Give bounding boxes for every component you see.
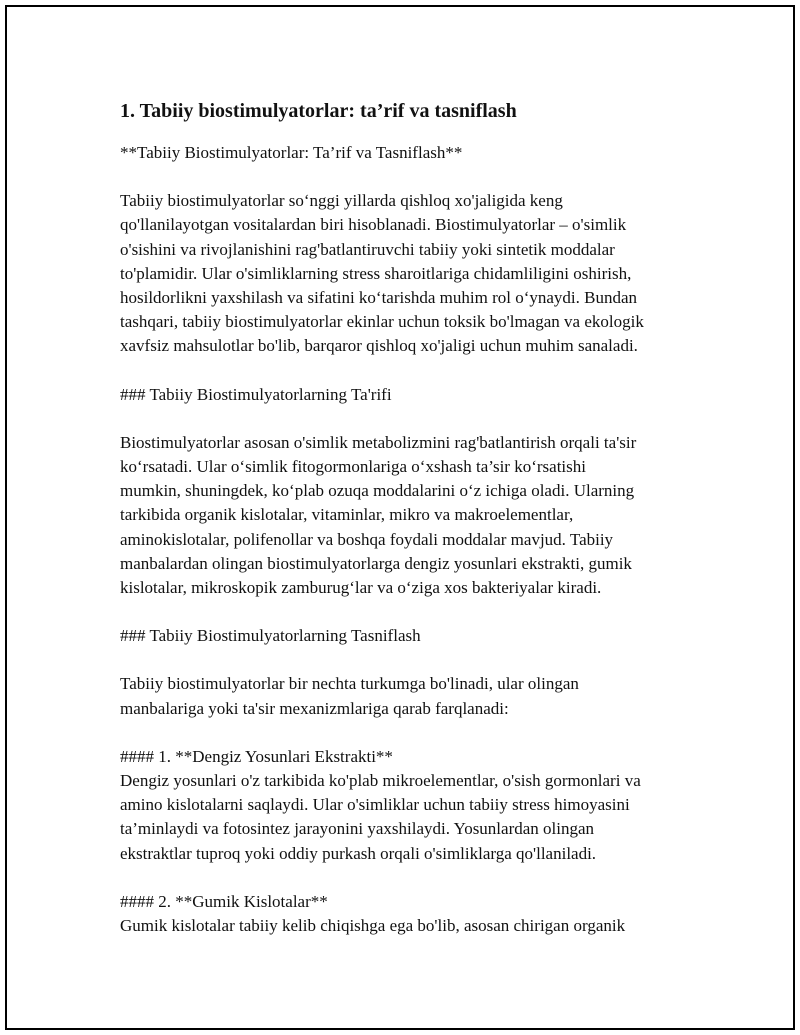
section-heading-classification: ### Tabiiy Biostimulyatorlarning Tasniflash [120, 626, 421, 646]
classification-paragraph: Tabiiy biostimulyatorlar bir nechta turkumga bo'linadi, ular olingan manbalariga yoki ta'sir mexanizmlariga qarab farqlanadi: [120, 674, 579, 718]
section-heading-definition: ### Tabiiy Biostimulyatorlarning Ta'rifi [120, 384, 392, 404]
humic-acids-section: #### 2. **Gumik Kislotalar** Gumik kislotalar tabiiy kelib chiqishga ega bo'lib, asosan chirigan organik [120, 891, 626, 936]
document-title: 1. Tabiiy biostimulyatorlar: ta’rif va tasniflash [120, 100, 517, 122]
bold-heading-paragraph: **Tabiiy Biostimulyatorlar: Ta’rif va Tasniflash** [120, 143, 463, 162]
intro-paragraph: Tabiiy biostimulyatorlar so‘nggi yillarda qishloq xo'jaligida keng qo'llanilayotgan vositalardan biri hisoblanadi. Biostimulyatorlar – o'simlik o'sishini va rivojlanishini rag'batlantiruvchi tabiiy yoki sintetik moddalar to'plamidir. Ular o'simliklarning stress sharoitlariga chidamliligini oshirish, hosildorlikni yaxshilash va sifatini ko‘tarishda muhim rol o‘ynaydi. Bundan tashqari, tabiiy biostimulyatorlar ekinlar uchun toksik bo'lmagan va ekologik xavfsiz mahsulotlar bo'lib, barqaror qishloq xo'jaligi uchun muhim sanaladi. [120, 191, 644, 356]
page-frame [5, 5, 795, 1030]
definition-paragraph: Biostimulyatorlar asosan o'simlik metabolizmini rag'batlantirish orqali ta'sir ko‘rsatadi. Ular o‘simlik fitogormonlariga o‘xshash ta’sir ko‘rsatishi mumkin, shuningdek, ko‘plab ozuqa moddalarini o‘z ichiga oladi. Ularning tarkibida organik kislotalar, vitaminlar, mikro va makroelementlar, aminokislotalar, polifenollar va boshqa foydali moddalar mavjud. Tabiiy manbalardan olingan biostimulyatorlarga dengiz yosunlari ekstrakti, gumik kislotalar, mikroskopik zamburug‘lar va o‘ziga xos bakteriyalar kiradi. [120, 432, 637, 598]
seaweed-extract-section: #### 1. **Dengiz Yosunlari Ekstrakti** Dengiz yosunlari o'z tarkibida ko'plab mikroelementlar, o'sish gormonlari va amino kislotalarni saqlaydi. Ular o'simliklar uchun tabiiy stress himoyasini ta’minlaydi va fotosintez jarayonini yaxshilaydi. Yosunlardan olingan ekstraktlar tuproq yoki oddiy purkash orqali o'simliklarga qo'llaniladi. [120, 746, 641, 863]
document-body [120, 97, 700, 938]
